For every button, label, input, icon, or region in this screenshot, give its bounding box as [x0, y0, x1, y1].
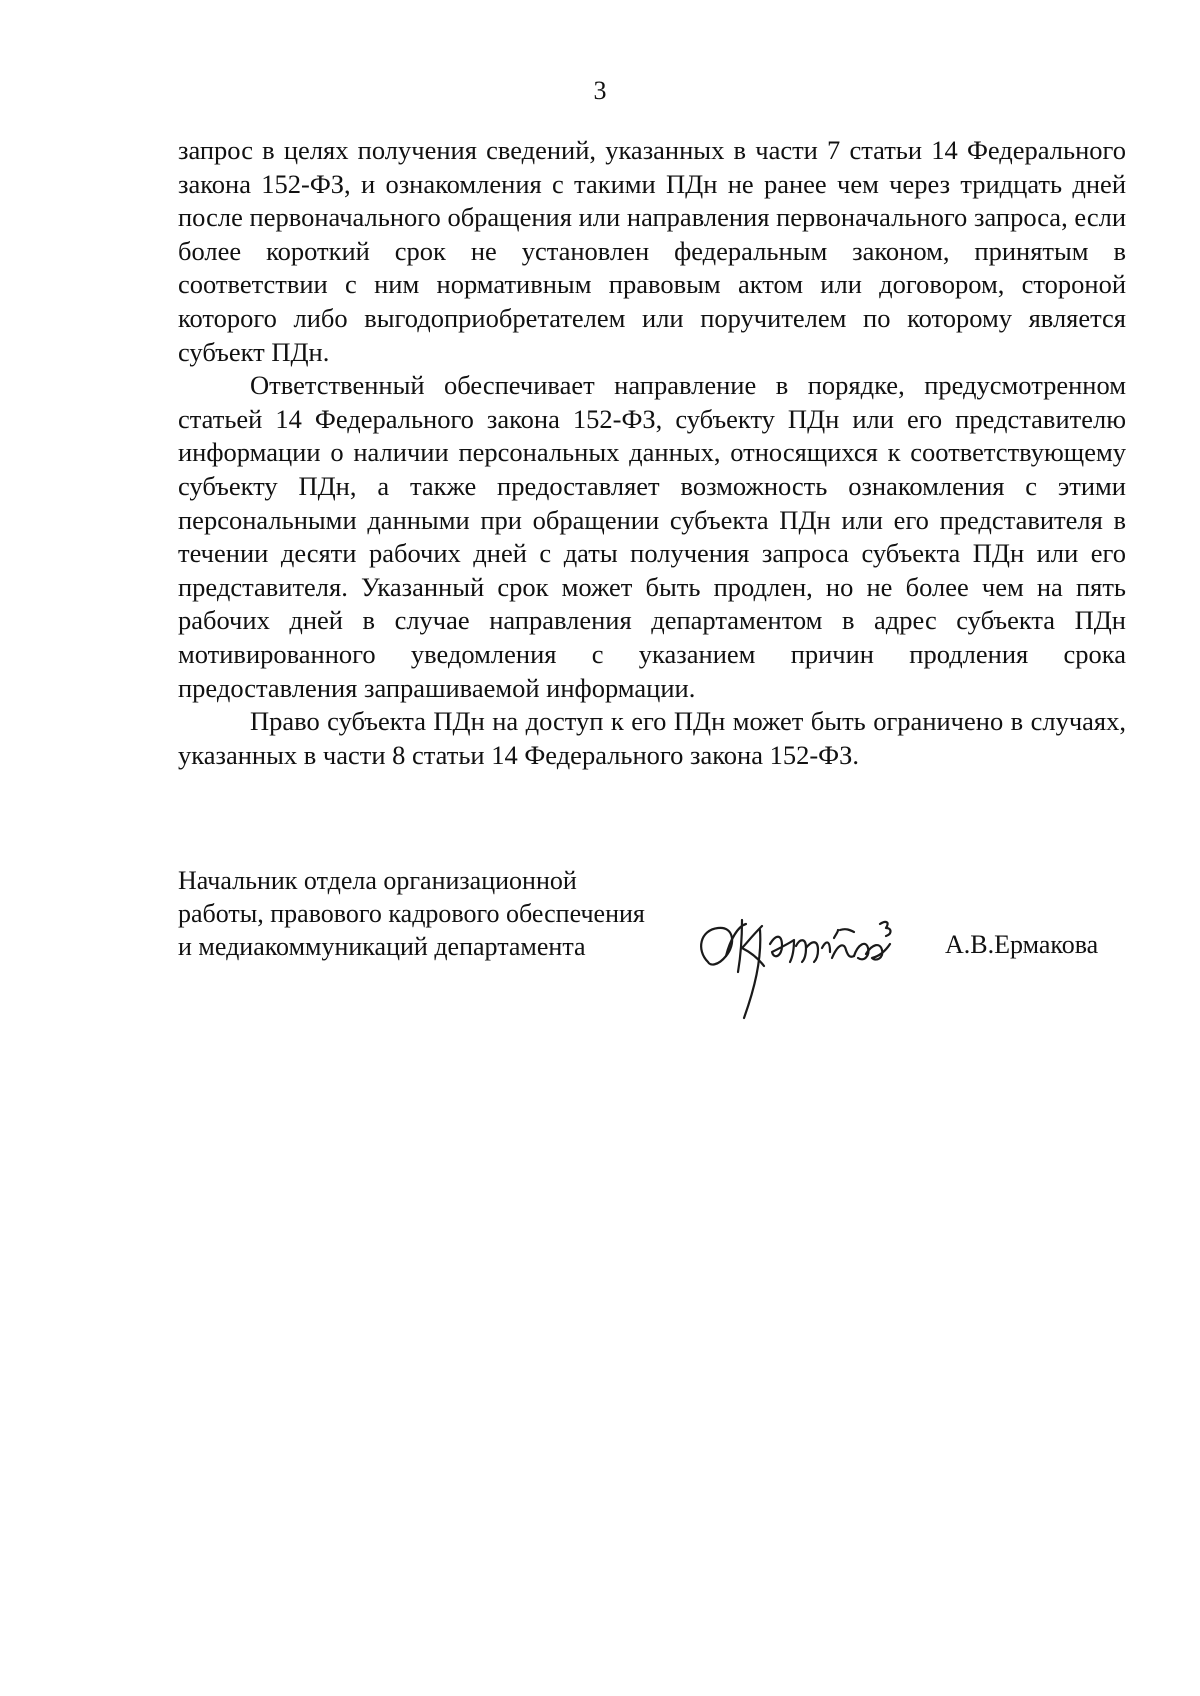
handwritten-signature: [690, 900, 920, 1020]
document-body: [178, 134, 1126, 772]
position-line: и медиакоммуникаций департамента: [178, 932, 586, 961]
page-number: 3: [593, 76, 607, 105]
signatory-position: [178, 864, 645, 963]
position-line: работы, правового кадрового обеспечения: [178, 899, 645, 928]
signer-name: А.В.Ермакова: [945, 930, 1099, 959]
paragraph-responsible: Ответственный обеспечивает направление в порядке, предусмотренном статьей 14 Федерального закона 152-ФЗ, субъекту ПДн или его представителю информации о наличии персональных данных, относящихся к соответствующему субъекту ПДн, а также предоставляет возможность ознакомления с этими персональными данными при обращении субъекта ПДн или его представителя в течении десяти рабочих дней с даты получения запроса субъекта ПДн или его представителя. Указанный срок может быть продлен, но не более чем на пять рабочих дней в случае направления департаментом в адрес субъекта ПДн мотивированного уведомления с указанием причин продления срока предоставления запрашиваемой информации.: [178, 370, 1126, 703]
position-line: Начальник отдела организационной: [178, 866, 577, 895]
paragraph-continuation: запрос в целях получения сведений, указанных в части 7 статьи 14 Федерального закона 152-ФЗ, и ознакомления с такими ПДн не ранее чем через тридцать дней после первоначального обращения или направления первоначального запроса, если более короткий срок не установлен федеральным законом, принятым в соответствии с ним нормативным правовым актом или договором, стороной которого либо выгодоприобретателем или поручителем по которому является субъект ПДн.: [178, 135, 1126, 367]
paragraph-access-right: Право субъекта ПДн на доступ к его ПДн может быть ограничено в случаях, указанных в части 8 статьи 14 Федерального закона 152-ФЗ.: [178, 706, 1126, 770]
